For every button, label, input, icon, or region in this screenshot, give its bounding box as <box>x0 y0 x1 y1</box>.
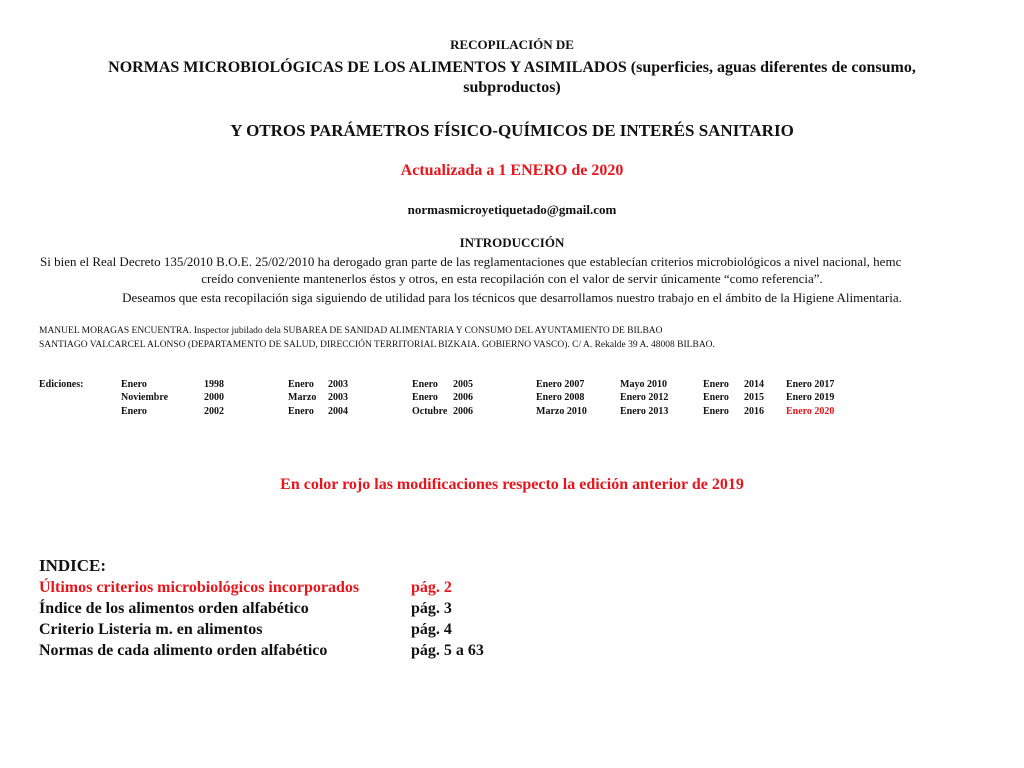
edition-year: 2004 <box>328 406 348 417</box>
edition-year: 2006 <box>453 392 473 403</box>
contact-email: normasmicroyetiquetado@gmail.com <box>407 202 617 217</box>
author-line-1: MANUEL MORAGAS ENCUENTRA. Inspector jubilado dela SUBAREA DE SANIDAD ALIMENTARIA Y CONSUMO DEL AYUNTAMIENTO DE BILBAO <box>39 326 663 336</box>
edition-entry: Enero 2017 <box>786 379 835 390</box>
edition-month: Noviembre <box>121 392 169 403</box>
edition-year: 2003 <box>328 392 348 403</box>
update-date: Actualizada a 1 ENERO de 2020 <box>400 162 624 179</box>
index-item-page[interactable]: pág. 3 <box>411 600 452 617</box>
edition-entry-current: Enero 2020 <box>786 406 835 417</box>
intro-line-1: Si bien el Real Decreto 135/2010 B.O.E. 25/02/2010 ha derogado gran parte de las reglamentaciones que establecían criterios microbiológicos a nivel nacional, hemc <box>40 254 902 269</box>
modifications-note: En color rojo las modificaciones respecto la edición anterior de 2019 <box>280 476 744 493</box>
index-title: INDICE: <box>39 556 107 575</box>
intro-title: INTRODUCCIÓN <box>459 235 565 250</box>
edition-year: 2015 <box>744 392 764 403</box>
title-paren: (superficies, aguas diferentes de consumo, <box>630 59 916 76</box>
header-recopilacion: RECOPILACIÓN DE <box>450 37 574 52</box>
index-item-label[interactable]: Índice de los alimentos orden alfabético <box>39 600 309 617</box>
edition-month: Enero <box>703 406 729 417</box>
title-main: NORMAS MICROBIOLÓGICAS DE LOS ALIMENTOS Y ASIMILADOS <box>108 59 627 76</box>
edition-year: 2003 <box>328 379 348 390</box>
edition-entry: Enero 2008 <box>536 392 585 403</box>
edition-month: Octubre <box>412 406 448 417</box>
edition-year: 2000 <box>204 392 224 403</box>
edition-entry: Marzo 2010 <box>536 406 587 417</box>
edition-entry: Mayo 2010 <box>620 379 667 390</box>
edition-month: Enero <box>412 379 438 390</box>
edition-month: Enero <box>288 406 314 417</box>
edition-entry: Enero 2007 <box>536 379 585 390</box>
edition-year: 2002 <box>204 406 224 417</box>
index-item-page[interactable]: pág. 2 <box>411 579 452 596</box>
index-item-page[interactable]: pág. 4 <box>411 621 452 638</box>
edition-month: Enero <box>703 392 729 403</box>
edition-year: 2016 <box>744 406 764 417</box>
index-item-label[interactable]: Últimos criterios microbiológicos incorporados <box>39 579 360 596</box>
edition-year: 2006 <box>453 406 473 417</box>
index-item-page[interactable]: pág. 5 a 63 <box>411 642 484 659</box>
edition-year: 1998 <box>204 379 224 390</box>
edition-entry: Enero 2013 <box>620 406 669 417</box>
edition-entry: Enero 2012 <box>620 392 669 403</box>
edition-month: Enero <box>121 406 147 417</box>
edition-month: Enero <box>412 392 438 403</box>
author-line-2: SANTIAGO VALCARCEL ALONSO (DEPARTAMENTO DE SALUD, DIRECCIÓN TERRITORIAL BIZKAIA. GOBIERNO VASCO). C/ A. Rekalde 39 A. 48008 BILBAO. <box>39 340 715 350</box>
edition-month: Enero <box>121 379 147 390</box>
index-item-label[interactable]: Normas de cada alimento orden alfabético <box>39 642 328 659</box>
edition-year: 2005 <box>453 379 473 390</box>
edition-month: Marzo <box>288 392 317 403</box>
intro-line-2: creído conveniente mantenerlos éstos y otros, en esta recopilación con el valor de servir únicamente “como referencia”. <box>201 271 823 286</box>
index-item-label[interactable]: Criterio Listeria m. en alimentos <box>39 621 263 638</box>
edition-entry: Enero 2019 <box>786 392 835 403</box>
title-subproductos: subproductos) <box>463 79 561 96</box>
document-title <box>0 59 1024 77</box>
intro-line-3: Deseamos que esta recopilación siga siguiendo de utilidad para los técnicos que desarrollamos nuestro trabajo en el ámbito de la Higiene Alimentaria. <box>122 290 902 305</box>
edition-year: 2014 <box>744 379 764 390</box>
edition-month: Enero <box>703 379 729 390</box>
edition-month: Enero <box>288 379 314 390</box>
editions-label: Ediciones: <box>39 379 84 390</box>
title-otros-parametros: Y OTROS PARÁMETROS FÍSICO-QUÍMICOS DE INTERÉS SANITARIO <box>230 121 794 140</box>
